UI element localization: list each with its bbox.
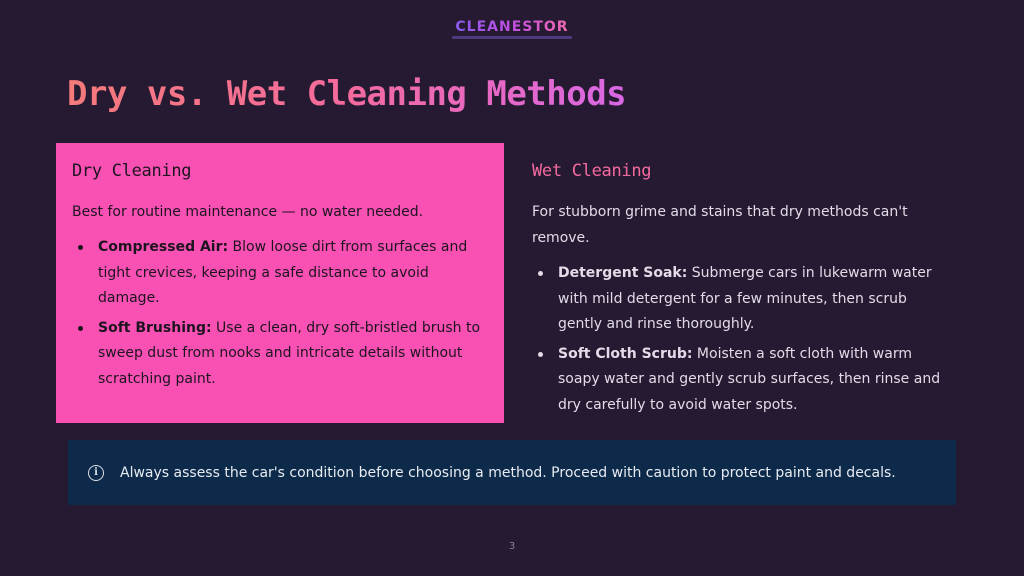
bullet-icon [538, 352, 543, 357]
wet-cleaning-heading: Wet Cleaning [532, 161, 652, 181]
page-number: 3 [508, 541, 516, 552]
item-text: Use a clean, dry soft-bristled brush to sweep dust from nooks and intricate details without scratching paint. [98, 319, 481, 387]
item-text: Submerge cars in lukewarm water with mild detergent for a few minutes, then scrub gently and rinse thoroughly. [558, 265, 932, 332]
bullet-icon [78, 326, 83, 331]
item-term: Detergent Soak: [558, 265, 688, 281]
brand-logo [0, 16, 1024, 39]
info-callout [68, 440, 956, 505]
item-term: Soft Cloth Scrub: [558, 345, 693, 362]
dry-cleaning-intro: Best for routine maintenance — no water needed. [72, 204, 424, 220]
logo-tagline-graphic [452, 36, 572, 39]
info-callout-text: Always assess the car's condition before choosing a method. Proceed with caution to protect paint and decals. [120, 464, 896, 481]
item-term: Soft Brushing: [98, 319, 212, 336]
slide-title: Dry vs. Wet Cleaning Methods [67, 74, 627, 114]
item-text: Blow loose dirt from surfaces and tight crevices, keeping a safe distance to avoid damage. [98, 239, 468, 306]
bullet-icon [538, 271, 543, 276]
bullet-icon [78, 245, 83, 250]
wet-cleaning-list [532, 261, 948, 418]
list-item [532, 261, 948, 338]
wet-cleaning-card [516, 143, 964, 423]
list-item [72, 235, 488, 312]
item-text: Moisten a soft cloth with warm soapy water and gently scrub surfaces, then rinse and dry carefully to avoid water spots. [558, 345, 941, 413]
list-item [72, 316, 488, 393]
wet-cleaning-intro: For stubborn grime and stains that dry methods can't remove. [532, 204, 908, 246]
logo-text: CLEANESTOR [455, 19, 569, 35]
list-item [532, 342, 948, 419]
item-term: Compressed Air: [98, 239, 229, 255]
dry-cleaning-heading: Dry Cleaning [72, 161, 192, 181]
dry-cleaning-list [72, 235, 488, 392]
dry-cleaning-card [56, 143, 504, 423]
info-icon: i [88, 465, 104, 481]
